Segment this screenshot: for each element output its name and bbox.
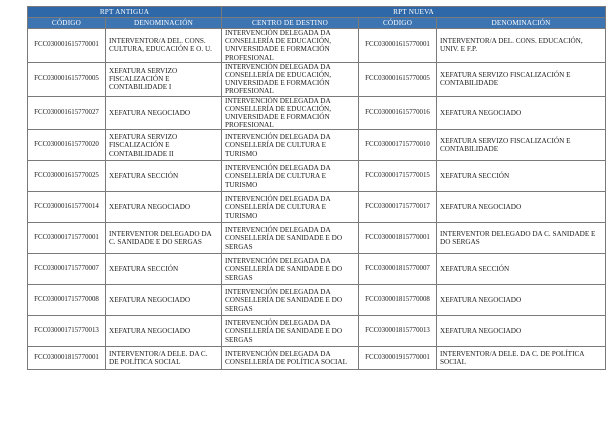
center-cell: INTERVENCIÓN DELEGADA DA CONSELLERÍA DE EDUCACIÓN, UNIVERSIDADE E FORMACIÓN PROFESIONAL	[222, 29, 359, 63]
new-code-cell: FCC030001715770017	[359, 192, 437, 223]
new-code-cell: FCC030001615770016	[359, 96, 437, 130]
old-code-cell: FCC030001615770001	[28, 29, 106, 63]
old-code-cell: FCC030001715770013	[28, 316, 106, 347]
old-name-cell: XEFATURA NEGOCIADO	[106, 285, 222, 316]
old-code-cell: FCC030001615770020	[28, 130, 106, 161]
group-header-row	[28, 7, 606, 18]
new-name-cell: XEFATURA NEGOCIADO	[437, 285, 606, 316]
table-row	[28, 29, 606, 63]
new-name-cell: XEFATURA SECCIÓN	[437, 161, 606, 192]
old-name-cell: XEFATURA NEGOCIADO	[106, 192, 222, 223]
new-name-cell: XEFATURA NEGOCIADO	[437, 316, 606, 347]
old-name-cell: XEFATURA SERVIZO FISCALIZACIÓN E CONTABILIDADE I	[106, 62, 222, 96]
new-code-cell: FCC030001615770001	[359, 29, 437, 63]
center-cell: INTERVENCIÓN DELEGADA DA CONSELLERÍA DE CULTURA E TURISMO	[222, 161, 359, 192]
table-row	[28, 96, 606, 130]
old-code-cell: FCC030001615770025	[28, 161, 106, 192]
group-header-old: RPT ANTIGUA	[28, 7, 222, 18]
new-name-cell: INTERVENTOR/A DELE. DA C. DE POLÍTICA SOCIAL	[437, 347, 606, 370]
new-name-cell: XEFATURA SERVIZO FISCALIZACIÓN E CONTABILIDADE	[437, 130, 606, 161]
old-code-cell: FCC030001815770001	[28, 347, 106, 370]
old-name-cell: XEFATURA SECCIÓN	[106, 254, 222, 285]
column-header-old-name: DENOMINACIÓN	[106, 18, 222, 29]
new-name-cell: XEFATURA SERVIZO FISCALIZACIÓN E CONTABILIDADE	[437, 62, 606, 96]
table-row	[28, 223, 606, 254]
table-row	[28, 130, 606, 161]
new-code-cell: FCC030001915770001	[359, 347, 437, 370]
column-header-old-code: CÓDIGO	[28, 18, 106, 29]
center-cell: INTERVENCIÓN DELEGADA DA CONSELLERÍA DE EDUCACIÓN, UNIVERSIDADE E FORMACIÓN PROFESIONAL	[222, 96, 359, 130]
table-row	[28, 192, 606, 223]
table-row	[28, 254, 606, 285]
old-name-cell: XEFATURA NEGOCIADO	[106, 96, 222, 130]
column-header-center: CENTRO DE DESTINO	[222, 18, 359, 29]
new-code-cell: FCC030001815770008	[359, 285, 437, 316]
old-name-cell: INTERVENTOR/A DELE. DA C. DE POLÍTICA SOCIAL	[106, 347, 222, 370]
center-cell: INTERVENCIÓN DELEGADA DA CONSELLERÍA DE CULTURA E TURISMO	[222, 130, 359, 161]
new-code-cell: FCC030001815770013	[359, 316, 437, 347]
old-code-cell: FCC030001715770001	[28, 223, 106, 254]
table-row	[28, 347, 606, 370]
old-code-cell: FCC030001615770027	[28, 96, 106, 130]
table-row	[28, 285, 606, 316]
old-name-cell: XEFATURA NEGOCIADO	[106, 316, 222, 347]
new-code-cell: FCC030001715770015	[359, 161, 437, 192]
new-code-cell: FCC030001815770001	[359, 223, 437, 254]
table-row	[28, 161, 606, 192]
table-row	[28, 62, 606, 96]
center-cell: INTERVENCIÓN DELEGADA DA CONSELLERÍA DE EDUCACIÓN, UNIVERSIDADE E FORMACIÓN PROFESIONAL	[222, 62, 359, 96]
center-cell: INTERVENCIÓN DELEGADA DA CONSELLERÍA DE SANIDADE E DO SERGAS	[222, 223, 359, 254]
table-row	[28, 316, 606, 347]
group-header-new: RPT NUEVA	[222, 7, 606, 18]
old-code-cell: FCC030001715770007	[28, 254, 106, 285]
new-name-cell: XEFATURA NEGOCIADO	[437, 192, 606, 223]
old-name-cell: XEFATURA SERVIZO FISCALIZACIÓN E CONTABILIDADE II	[106, 130, 222, 161]
column-header-row	[28, 18, 606, 29]
column-header-new-name: DENOMINACIÓN	[437, 18, 606, 29]
old-name-cell: INTERVENTOR DELEGADO DA C. SANIDADE E DO SERGAS	[106, 223, 222, 254]
rpt-table	[27, 6, 606, 370]
old-code-cell: FCC030001715770008	[28, 285, 106, 316]
new-name-cell: INTERVENTOR DELEGADO DA C. SANIDADE E DO SERGAS	[437, 223, 606, 254]
center-cell: INTERVENCIÓN DELEGADA DA CONSELLERÍA DE SANIDADE E DO SERGAS	[222, 254, 359, 285]
old-code-cell: FCC030001615770005	[28, 62, 106, 96]
center-cell: INTERVENCIÓN DELEGADA DA CONSELLERÍA DE CULTURA E TURISMO	[222, 192, 359, 223]
old-code-cell: FCC030001615770014	[28, 192, 106, 223]
center-cell: INTERVENCIÓN DELEGADA DA CONSELLERÍA DE SANIDADE E DO SERGAS	[222, 316, 359, 347]
old-name-cell: XEFATURA SECCIÓN	[106, 161, 222, 192]
new-code-cell: FCC030001615770005	[359, 62, 437, 96]
new-name-cell: XEFATURA NEGOCIADO	[437, 96, 606, 130]
center-cell: INTERVENCIÓN DELEGADA DA CONSELLERÍA DE SANIDADE E DO SERGAS	[222, 285, 359, 316]
center-cell: INTERVENCIÓN DELEGADA DA CONSELLERÍA DE POLÍTICA SOCIAL	[222, 347, 359, 370]
column-header-new-code: CÓDIGO	[359, 18, 437, 29]
new-name-cell: INTERVENTOR/A DEL. CONS. EDUCACIÓN, UNIV. E F.P.	[437, 29, 606, 63]
old-name-cell: INTERVENTOR/A DEL. CONS. CULTURA, EDUCACIÓN E O. U.	[106, 29, 222, 63]
new-code-cell: FCC030001715770010	[359, 130, 437, 161]
new-code-cell: FCC030001815770007	[359, 254, 437, 285]
new-name-cell: XEFATURA SECCIÓN	[437, 254, 606, 285]
